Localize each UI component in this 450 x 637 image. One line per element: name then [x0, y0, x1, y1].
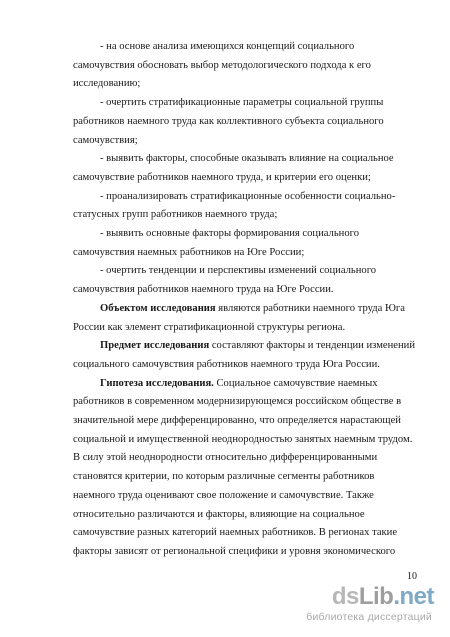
bold-term: Объектом исследования: [100, 302, 216, 314]
logo-subtitle: библиотека диссертаций: [306, 611, 432, 623]
line-text: относительно различаются и факторы, влияющие на социальное: [73, 508, 365, 520]
line-text: становятся критерии, по которым различные сегменты работников: [73, 471, 375, 483]
line-text: исследованию;: [73, 78, 141, 90]
text-line: [73, 57, 418, 76]
line-text: В силу этой неоднородности относительно дифференцированными: [73, 452, 378, 464]
line-text: самочувствия работников наемного труда на Юге России.: [73, 284, 334, 296]
line-text: являются работники наемного труда Юга: [215, 302, 405, 314]
text-line: [73, 75, 418, 94]
text-line: [73, 188, 418, 207]
line-text: составляют факторы и тенденции изменений: [209, 340, 415, 352]
text-line: [73, 524, 418, 543]
text-line: [73, 543, 418, 562]
text-line: [73, 94, 418, 113]
text-line: [73, 169, 418, 188]
line-text: - очертить стратификационные параметры социальной группы: [100, 97, 384, 109]
line-text: социального самочувствия работников наемного труда Юга России.: [73, 358, 380, 370]
text-line: [73, 319, 418, 338]
line-text: - проанализировать стратификационные особенности социально-: [100, 190, 396, 202]
text-line: [73, 281, 418, 300]
text-line: [73, 431, 418, 450]
line-text: самочувствия;: [73, 134, 138, 146]
bold-term: Предмет исследования: [100, 340, 210, 352]
line-text: - очертить тенденции и перспективы изменений социального: [100, 265, 377, 277]
bold-term: Гипотеза исследования.: [100, 377, 214, 389]
line-text: самочувствие работников наемного труда, и критерии его оценки;: [73, 171, 371, 183]
text-line: [73, 337, 418, 356]
logo-part-lib: Lib: [358, 583, 394, 610]
line-text: России как элемент стратификационной структуры региона.: [73, 321, 346, 333]
text-line: [73, 150, 418, 169]
line-text: социальной и имущественной неоднородностью занятых наемным трудом.: [73, 433, 413, 445]
line-text: - выявить основные факторы формирования социального: [100, 228, 360, 240]
logo-wordmark: [332, 583, 434, 611]
line-text: самочувствия наемных работников на Юге России;: [73, 246, 305, 258]
line-text: статусных групп работников наемного труда;: [73, 209, 278, 221]
text-line: [73, 38, 418, 57]
text-line: [73, 244, 418, 263]
line-text: - на основе анализа имеющихся концепций социального: [100, 41, 355, 52]
text-line: [73, 132, 418, 151]
text-line: [73, 356, 418, 375]
text-line: [73, 412, 418, 431]
line-text: работников в современном модернизирующемся российском обществе в: [73, 396, 402, 408]
text-line: [73, 468, 418, 487]
text-line: [73, 113, 418, 132]
line-text: самочувствие разных категорий наемных работников. В регионах такие: [73, 527, 398, 539]
line-text: - выявить факторы, способные оказывать влияние на социальное: [100, 153, 394, 165]
line-text: работников наемного труда как коллективного субъекта социального: [73, 115, 384, 127]
line-text: самочувствия обосновать выбор методологического подхода к его: [73, 59, 371, 71]
text-line: [73, 206, 418, 225]
text-line: [73, 225, 418, 244]
line-text: факторы зависят от региональной специфики и уровня экономического: [73, 545, 396, 557]
line-text: значительной мере дифференцированно, что определяется нарастающей: [73, 415, 401, 427]
page-number: 10: [407, 571, 417, 582]
text-line: [73, 300, 418, 319]
line-text: наемного труда оценивают свое положение и самочувствие. Также: [73, 489, 374, 501]
text-line: [73, 449, 418, 468]
line-text: Социальное самочувствие наемных: [213, 377, 378, 389]
text-line: [73, 393, 418, 412]
logo-part-net: .net: [393, 583, 434, 610]
dslib-watermark-logo: [288, 583, 438, 631]
text-line: [73, 262, 418, 281]
text-line: [73, 375, 418, 394]
text-line: [73, 506, 418, 525]
logo-part-ds: ds: [331, 583, 359, 610]
text-line: [73, 487, 418, 506]
document-page: [73, 38, 418, 562]
